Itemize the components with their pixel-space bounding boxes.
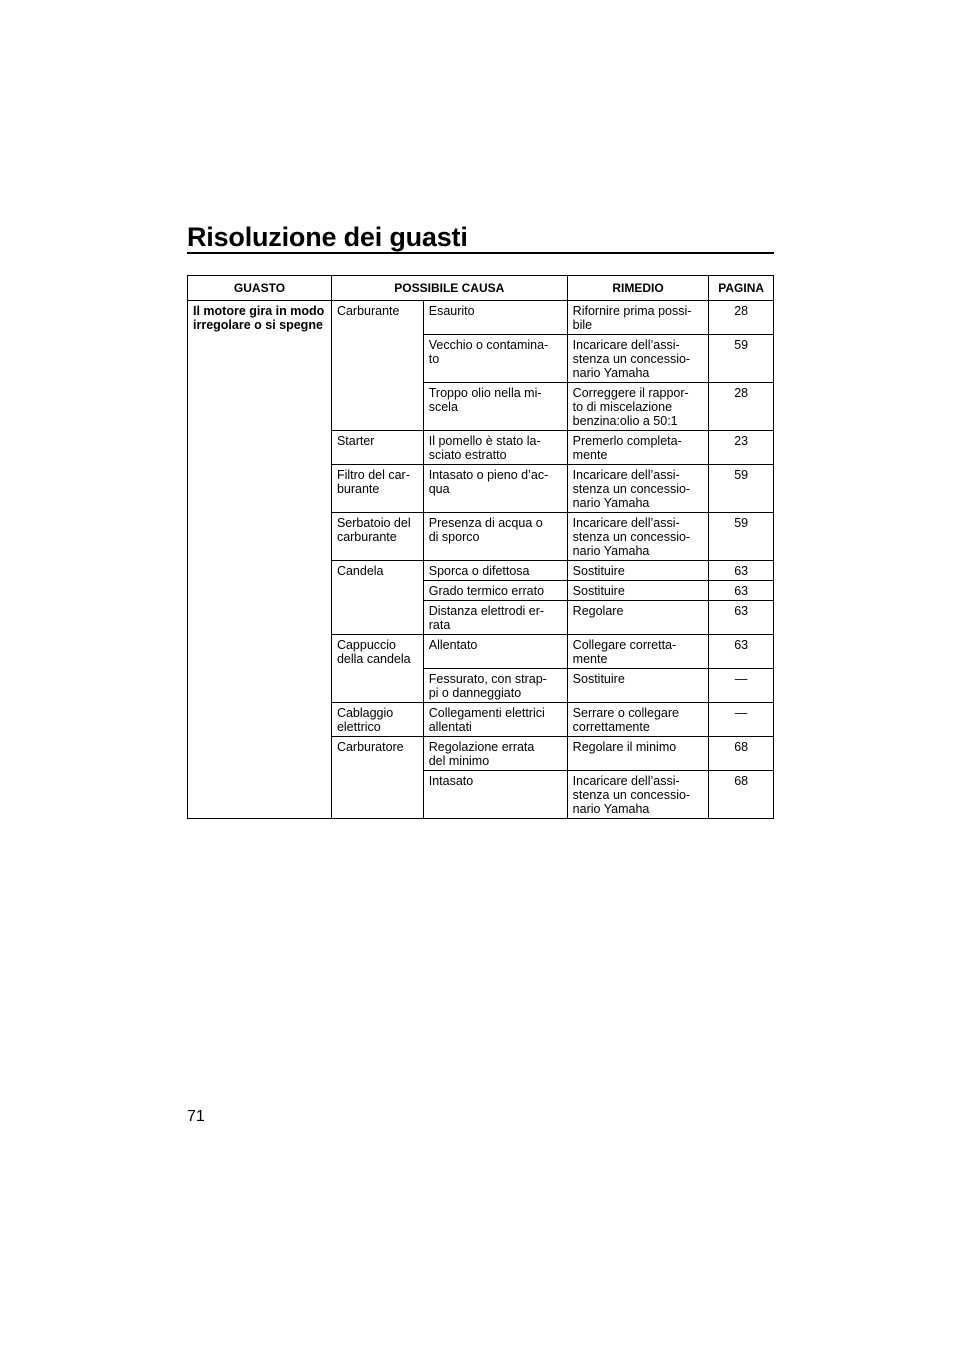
component-cell: Carburante bbox=[331, 301, 423, 431]
page-cell: 28 bbox=[709, 383, 774, 431]
component-cell: Cappuccio della candela bbox=[331, 635, 423, 703]
remedy-cell: Rifornire prima possi- bile bbox=[567, 301, 709, 335]
header-possibile-causa: POSSIBILE CAUSA bbox=[331, 276, 567, 301]
page-cell: 23 bbox=[709, 431, 774, 465]
table-header-row bbox=[188, 276, 774, 301]
cause-cell: Il pomello è stato la- sciato estratto bbox=[423, 431, 567, 465]
cause-cell: Esaurito bbox=[423, 301, 567, 335]
page-cell: 68 bbox=[709, 737, 774, 771]
remedy-cell: Collegare corretta- mente bbox=[567, 635, 709, 669]
troubleshooting-table bbox=[187, 275, 774, 819]
cause-cell: Vecchio o contamina- to bbox=[423, 335, 567, 383]
component-cell: Serbatoio del carburante bbox=[331, 513, 423, 561]
table-row bbox=[188, 301, 774, 335]
page-title: Risoluzione dei guasti bbox=[187, 222, 468, 252]
component-cell: Cablaggio elettrico bbox=[331, 703, 423, 737]
remedy-cell: Incaricare dell’assi- stenza un concessio- nario Yamaha bbox=[567, 465, 709, 513]
page-cell: 68 bbox=[709, 771, 774, 819]
page-cell: 63 bbox=[709, 581, 774, 601]
component-cell: Carburatore bbox=[331, 737, 423, 819]
cause-cell: Regolazione errata del minimo bbox=[423, 737, 567, 771]
cause-cell: Allentato bbox=[423, 635, 567, 669]
page-number: 71 bbox=[187, 1108, 205, 1125]
header-guasto: GUASTO bbox=[188, 276, 332, 301]
remedy-cell: Sostituire bbox=[567, 561, 709, 581]
cause-cell: Troppo olio nella mi- scela bbox=[423, 383, 567, 431]
page-cell: 59 bbox=[709, 465, 774, 513]
remedy-cell: Premerlo completa- mente bbox=[567, 431, 709, 465]
fault-cell: Il motore gira in modo irregolare o si spegne bbox=[188, 301, 332, 819]
page-cell: 59 bbox=[709, 513, 774, 561]
cause-cell: Intasato o pieno d’ac- qua bbox=[423, 465, 567, 513]
page-cell: 63 bbox=[709, 601, 774, 635]
page-cell: — bbox=[709, 703, 774, 737]
header-pagina: PAGINA bbox=[709, 276, 774, 301]
remedy-cell: Sostituire bbox=[567, 669, 709, 703]
cause-cell: Grado termico errato bbox=[423, 581, 567, 601]
component-cell: Starter bbox=[331, 431, 423, 465]
cause-cell: Intasato bbox=[423, 771, 567, 819]
remedy-cell: Sostituire bbox=[567, 581, 709, 601]
page-cell: 59 bbox=[709, 335, 774, 383]
page-cell: 28 bbox=[709, 301, 774, 335]
cause-cell: Collegamenti elettrici allentati bbox=[423, 703, 567, 737]
cause-cell: Distanza elettrodi er- rata bbox=[423, 601, 567, 635]
remedy-cell: Serrare o collegare correttamente bbox=[567, 703, 709, 737]
component-cell: Candela bbox=[331, 561, 423, 635]
remedy-cell: Correggere il rappor- to di miscelazione benzina:olio a 50:1 bbox=[567, 383, 709, 431]
page-cell: 63 bbox=[709, 635, 774, 669]
page-cell: — bbox=[709, 669, 774, 703]
page-cell: 63 bbox=[709, 561, 774, 581]
cause-cell: Presenza di acqua o di sporco bbox=[423, 513, 567, 561]
remedy-cell: Regolare bbox=[567, 601, 709, 635]
cause-cell: Sporca o difettosa bbox=[423, 561, 567, 581]
title-rule bbox=[187, 252, 774, 254]
remedy-cell: Regolare il minimo bbox=[567, 737, 709, 771]
component-cell: Filtro del car- burante bbox=[331, 465, 423, 513]
header-rimedio: RIMEDIO bbox=[567, 276, 709, 301]
cause-cell: Fessurato, con strap- pi o danneggiato bbox=[423, 669, 567, 703]
remedy-cell: Incaricare dell’assi- stenza un concessio- nario Yamaha bbox=[567, 513, 709, 561]
remedy-cell: Incaricare dell’assi- stenza un concessio- nario Yamaha bbox=[567, 771, 709, 819]
remedy-cell: Incaricare dell’assi- stenza un concessio- nario Yamaha bbox=[567, 335, 709, 383]
